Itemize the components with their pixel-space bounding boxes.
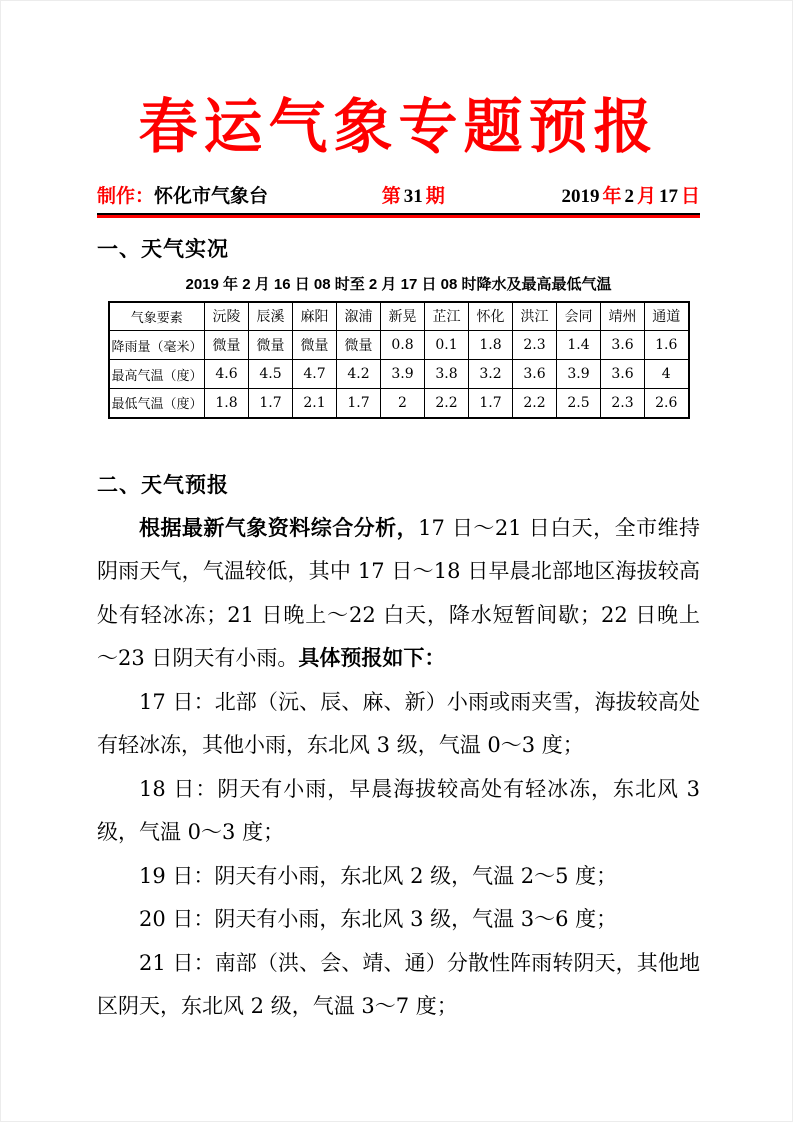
- col-header: 溆浦: [337, 302, 381, 331]
- cell-value: 4.6: [205, 360, 249, 389]
- cell-value: 2.1: [293, 389, 337, 418]
- cell-value: 1.8: [469, 331, 513, 360]
- cell-value: 0.1: [425, 331, 469, 360]
- intro-body-text: 17 日～21 日白天，全市维持阴雨天气，气温较低，其中 17 日～18 日早晨北部地区海拔较高处有轻冰冻；21 日晚上～22 白天，降水短暂间歇；22 日晚上～23 日阴天有小雨。: [97, 515, 701, 671]
- col-header: 芷江: [425, 302, 469, 331]
- document-title: 春运气象专题预报: [138, 92, 659, 161]
- weather-table: [108, 301, 690, 419]
- cell-value: 3.8: [425, 360, 469, 389]
- cell-value: 3.9: [557, 360, 601, 389]
- row-label: 降雨量（毫米）: [109, 331, 205, 360]
- forecast-day17: 17 日：北部（沅、辰、麻、新）小雨或雨夹雪，海拔较高处有轻冰冻，其他小雨，东北风 3 级，气温 0～3 度；: [97, 689, 700, 758]
- cell-value: 微量: [249, 331, 293, 360]
- cell-value: 4.5: [249, 360, 293, 389]
- forecast-intro-paragraph: [97, 507, 700, 681]
- issue-prefix: 第: [381, 185, 401, 207]
- cell-value: 4.2: [337, 360, 381, 389]
- issue-suffix: 期: [425, 185, 445, 207]
- masthead-rule-red: [97, 215, 700, 218]
- masthead: [97, 181, 700, 208]
- col-header: 沅陵: [205, 302, 249, 331]
- cell-value: 1.8: [205, 389, 249, 418]
- weather-table-title: 2019 年 2 月 16 日 08 时至 2 月 17 日 08 时降水及最高最低气温: [185, 275, 612, 293]
- col-header: 靖州: [601, 302, 645, 331]
- cell-value: 微量: [205, 331, 249, 360]
- date-year-value: 2019: [561, 185, 600, 207]
- row-label: 最高气温（度）: [109, 360, 205, 389]
- forecast-day20: 20 日：阴天有小雨，东北风 3 级，气温 3～6 度；: [139, 907, 618, 932]
- table-row-tmax: [109, 360, 689, 389]
- cell-value: 2.3: [601, 389, 645, 418]
- date-day-value: 17: [658, 185, 678, 207]
- issue-number: [382, 181, 445, 208]
- cell-value: 2.2: [425, 389, 469, 418]
- col-header: 会同: [557, 302, 601, 331]
- cell-value: 3.9: [381, 360, 425, 389]
- issue-date: [558, 181, 700, 208]
- cell-value: 微量: [293, 331, 337, 360]
- table-row-tmin: [109, 389, 689, 418]
- col-header: 洪江: [513, 302, 557, 331]
- cell-value: 2.2: [513, 389, 557, 418]
- cell-value: 2.5: [557, 389, 601, 418]
- date-month-value: 2: [624, 185, 634, 207]
- col-header: 辰溪: [249, 302, 293, 331]
- col-header: 通道: [645, 302, 689, 331]
- col-header: 新晃: [381, 302, 425, 331]
- cell-value: 0.8: [381, 331, 425, 360]
- row-label: 最低气温（度）: [109, 389, 205, 418]
- cell-value: 1.7: [249, 389, 293, 418]
- cell-value: 3.6: [601, 331, 645, 360]
- cell-value: 2: [381, 389, 425, 418]
- cell-value: 3.6: [513, 360, 557, 389]
- col-header: 怀化: [469, 302, 513, 331]
- cell-value: 1.7: [337, 389, 381, 418]
- cell-value: 4.7: [293, 360, 337, 389]
- cell-value: 3.2: [469, 360, 513, 389]
- cell-value: 微量: [337, 331, 381, 360]
- forecast-day19: 19 日：阴天有小雨，东北风 2 级，气温 2～5 度；: [139, 863, 618, 888]
- cell-value: 1.7: [469, 389, 513, 418]
- producer-label: 制作：: [97, 185, 155, 207]
- cell-value: 2.3: [513, 331, 557, 360]
- date-day-char: 日: [680, 185, 700, 207]
- col-header: 气象要素: [109, 302, 205, 331]
- cell-value: 1.6: [645, 331, 689, 360]
- table-row-rainfall: [109, 331, 689, 360]
- section2-heading: 二、天气预报: [97, 473, 229, 497]
- producer: [97, 181, 268, 208]
- cell-value: 3.6: [601, 360, 645, 389]
- col-header: 麻阳: [293, 302, 337, 331]
- forecast-day21: 21 日：南部（洪、会、靖、通）分散性阵雨转阴天，其他地区阴天，东北风 2 级，气温 3～7 度；: [97, 950, 700, 1019]
- cell-value: 2.6: [645, 389, 689, 418]
- weather-table-header-row: [109, 302, 689, 331]
- forecast-day18: 18 日：阴天有小雨，早晨海拔较高处有轻冰冻，东北风 3 级，气温 0～3 度；: [97, 776, 700, 845]
- section1-heading: 一、天气实况: [97, 237, 229, 261]
- cell-value: 1.4: [557, 331, 601, 360]
- producer-value: 怀化市气象台: [154, 185, 269, 207]
- date-month-char: 月: [636, 185, 656, 207]
- intro-lead-bold: 根据最新气象资料综合分析，: [139, 516, 419, 540]
- issue-value: 31: [403, 185, 423, 207]
- date-year-char: 年: [602, 185, 622, 207]
- cell-value: 4: [645, 360, 689, 389]
- intro-tail-bold: 具体预报如下：: [298, 647, 446, 671]
